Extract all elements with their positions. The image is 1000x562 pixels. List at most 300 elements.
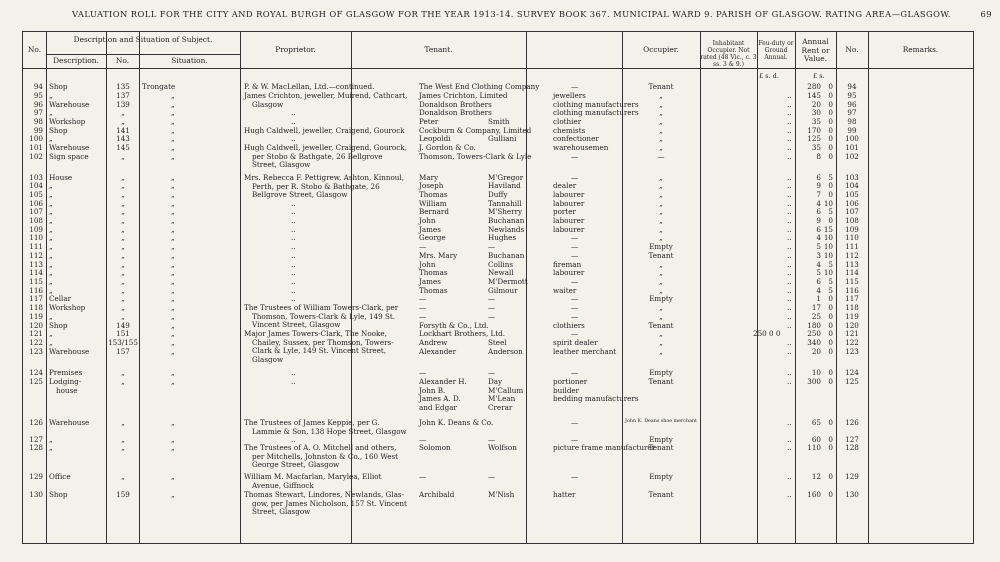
row-rent-pounds: 5 [816,268,821,277]
row-number-right: 107 [845,207,859,216]
row-feu-duty: .. [787,435,792,444]
row-description: „ [49,181,53,190]
row-number: 126 [29,418,43,427]
row-tenant-occupation: fireman [553,260,582,269]
row-feu-duty: .. [787,91,792,100]
row-rent-pounds: 280 [807,82,821,91]
row-house-number: „ [121,294,125,303]
row-description: „ [49,435,53,444]
row-tenant-forename: — [419,294,427,303]
row-tenant-forename: John B. [419,385,446,395]
row-proprietor: William M. Macfarlan, Marylea, Elliot [244,472,382,481]
row-number: 116 [29,286,43,295]
row-tenant-occupation: — [571,277,579,286]
row-number: 109 [29,225,43,234]
row-tenant-surname: — [488,294,496,303]
row-house-number: „ [121,181,125,190]
row-house-number: „ [121,377,125,386]
row-house-number: „ [121,233,125,242]
row-proprietor: Major James Towers-Clark, The Nooke, [244,329,387,338]
row-rent-pounds: 7 [816,190,821,199]
row-feu-duty: .. [787,199,792,208]
row-rent-pounds: 5 [816,242,821,251]
row-tenant-forename: — [419,435,427,444]
column-rule [757,32,758,543]
row-occupier: Empty [649,472,673,481]
column-rule [526,32,527,543]
row-tenant-forename: James [419,277,441,286]
row-proprietor: Street, Glasgow [252,507,311,517]
row-occupier: „ [659,347,663,356]
col-no-right: No. [845,45,859,54]
row-house-number: „ [121,435,125,444]
row-tenant-surname: Steel [488,338,507,347]
row-tenant-occupation: — [571,303,579,312]
row-tenant: John K. Deans & Co. [419,418,494,427]
row-tenant-forename: James A. D. [419,394,461,404]
row-description: „ [49,242,53,251]
row-house-number: „ [121,173,125,182]
row-number-right: 96 [847,100,857,109]
row-number: 97 [33,108,43,117]
row-description: Shop [49,82,68,91]
row-tenant-occupation: porter [553,207,576,216]
row-number: 96 [33,100,43,109]
row-proprietor: .. [291,277,296,286]
row-rent-pounds: 35 [811,117,821,126]
row-tenant-surname: M'Sherry [488,207,523,216]
row-feu-duty: .. [787,312,792,321]
row-number: 122 [29,338,43,347]
column-rule [795,32,796,543]
row-tenant: Donaldson Brothers [419,100,492,109]
row-number-right: 129 [845,472,859,481]
row-rent-shillings: 0 [828,134,833,143]
row-occupier: „ [659,91,663,100]
row-tenant-occupation: — [571,82,579,91]
row-number: 113 [29,260,43,269]
row-tenant-forename: Mrs. Mary [419,251,458,260]
row-house-number: 159 [116,490,130,499]
row-description: „ [49,225,53,234]
row-description: Cellar [49,294,72,303]
row-proprietor: .. [291,134,296,143]
row-rent-pounds: 4 [816,286,821,295]
row-proprietor: Mrs. Rebecca F. Pettigrew, Ashton, Kinnoul, [244,173,405,182]
row-tenant-surname: Haviland [488,181,521,190]
row-proprietor: Avenue, Giffnock [252,480,314,490]
row-tenant-surname: — [488,435,496,444]
row-tenant-occupation: clothing manufacturers [553,100,639,109]
row-tenant-occupation: warehousemen [553,143,609,152]
row-number-right: 125 [845,377,859,386]
row-number-right: 97 [847,108,857,117]
row-tenant-forename: Solomon [419,443,451,452]
row-number: 114 [29,268,43,277]
row-rent-shillings: 0 [828,108,833,117]
row-tenant-surname: — [488,368,496,377]
row-occupier: „ [659,233,663,242]
row-house-number: „ [121,443,125,452]
row-house-number: „ [121,207,125,216]
row-tenant-occupation: — [571,312,579,321]
row-tenant-surname: Tannahill [488,199,522,208]
row-house-number: „ [121,286,125,295]
row-feu-duty: .. [787,108,792,117]
row-rent-shillings: 0 [828,190,833,199]
row-number: 118 [29,303,43,312]
row-tenant-occupation: — [571,472,579,481]
row-description: „ [49,312,53,321]
row-rent-shillings: 0 [828,338,833,347]
row-tenant-forename: Bernard [419,207,449,216]
row-number-right: 102 [845,152,859,161]
row-tenant-surname: Buchanan [488,251,525,260]
row-proprietor: P. & W. MacLellan, Ltd.—continued. [244,82,375,91]
row-number: 98 [33,117,43,126]
col-no: No. [27,45,42,54]
page-header [72,9,992,19]
row-description: „ [49,199,53,208]
row-tenant-occupation: — [571,329,579,338]
row-house-number: 141 [116,126,130,135]
row-tenant-surname: Wolfson [488,443,517,452]
row-feu-duty: .. [787,117,792,126]
row-rent-shillings: 5 [828,173,833,182]
row-feu-duty: .. [787,268,792,277]
row-number-right: 110 [845,233,859,242]
row-house-number: „ [121,242,125,251]
row-number-right: 120 [845,321,859,330]
row-situation: „ [171,286,175,295]
row-house-number: „ [121,472,125,481]
row-number-right: 98 [847,117,857,126]
row-rent-shillings: 0 [828,347,833,356]
row-tenant-surname: Duffy [488,190,508,199]
row-occupier: „ [659,117,663,126]
row-number-right: 119 [845,312,859,321]
row-situation: „ [171,173,175,182]
row-situation: „ [171,303,175,312]
row-tenant-surname: — [488,242,496,251]
row-tenant-occupation: clothing manufacturers [553,108,639,117]
row-tenant: Donaldson Brothers [419,108,492,117]
row-situation: Trongate [142,82,176,91]
col-remarks: Remarks. [902,45,939,54]
row-number-right: 123 [845,347,859,356]
row-tenant-surname: M'Nish [488,490,515,499]
row-situation: „ [171,199,175,208]
row-number: 101 [29,143,43,152]
row-feu-duty: .. [787,207,792,216]
row-situation: „ [171,181,175,190]
row-tenant-forename: Peter [419,117,439,126]
col-tenant: Tenant. [424,45,453,54]
row-rent-shillings: 0 [828,294,833,303]
row-house-number: „ [121,251,125,260]
row-tenant-occupation: dealer [553,181,577,190]
col-proprietor: Proprietor. [275,45,316,54]
row-situation: „ [171,418,175,427]
row-occupier: „ [659,181,663,190]
row-proprietor: per Mitchells, Johnston & Co., 160 West [252,451,399,461]
row-rent-shillings: 0 [828,418,833,427]
row-feu-duty: .. [787,347,792,356]
row-rent-pounds: 6 [816,225,821,234]
row-number-right: 103 [845,173,859,182]
row-number: 111 [29,242,43,251]
row-rent-pounds: 12 [811,472,821,481]
row-occupier: „ [659,100,663,109]
row-proprietor: Thomson, Towers-Clark & Lyle, 149 St. [252,311,396,321]
row-rent-pounds: 35 [811,143,821,152]
row-occupier: Tenant [648,490,674,499]
row-number: 127 [29,435,43,444]
row-situation: „ [171,117,175,126]
row-number: 128 [29,443,43,452]
row-description: Warehouse [49,100,90,109]
row-proprietor: .. [291,207,296,216]
row-tenant-forename: William [419,199,447,208]
row-feu-duty: .. [787,418,792,427]
row-number-right: 111 [845,242,859,251]
row-occupier: „ [659,268,663,277]
row-description: „ [49,207,53,216]
row-situation: „ [171,321,175,330]
row-house-number: 139 [116,100,130,109]
row-rent-shillings: 0 [828,312,833,321]
row-tenant-surname: Gulliani [488,134,517,143]
row-tenant: Lockhart Brothers, Ltd. [419,329,506,338]
row-number: 125 [29,377,43,386]
row-number: 104 [29,181,43,190]
row-feu-duty: .. [787,173,792,182]
row-feu-duty: .. [787,100,792,109]
row-proprietor: Clark & Lyle, 149 St. Vincent Street, [252,346,387,356]
row-tenant-occupation: labourer [553,216,585,225]
row-tenant-surname: Hughes [488,233,517,242]
row-tenant-occupation: picture frame manufacturer [553,443,656,452]
row-tenant-occupation: jewellers [553,91,586,100]
row-occupier: „ [659,329,663,338]
row-feu-duty: .. [787,303,792,312]
row-tenant-forename: Alexander H. [419,377,467,386]
row-rent-shillings: 0 [828,443,833,452]
row-occupier: „ [659,207,663,216]
row-rent-shillings: 10 [823,242,833,251]
row-occupier: „ [659,190,663,199]
row-description: „ [49,251,53,260]
row-house-number: 153/155 [108,338,138,347]
row-situation: „ [171,338,175,347]
row-rent-shillings: 0 [828,82,833,91]
row-proprietor: Bellgrove Street, Glasgow [252,190,348,200]
row-occupier: „ [659,286,663,295]
row-rent-shillings: 10 [823,199,833,208]
row-situation: „ [171,134,175,143]
row-situation: „ [171,100,175,109]
row-tenant-surname: M'Callum [488,385,524,395]
row-tenant-forename: — [419,242,427,251]
row-house-number: „ [121,199,125,208]
row-rent-pounds: 4 [816,199,821,208]
row-tenant-occupation: — [571,435,579,444]
row-proprietor: The Trustees of William Towers-Clark, per [244,303,399,312]
row-tenant-occupation: labourer [553,199,585,208]
row-tenant: James Crichton, Limited [419,91,508,100]
column-rule [46,32,47,543]
row-tenant-occupation: clothier [553,117,582,126]
column-rule [351,32,352,543]
row-rent-pounds: 25 [811,312,821,321]
row-number-right: 117 [845,294,859,303]
row-number-right: 122 [845,338,859,347]
row-tenant-occupation: leather merchant [553,347,617,356]
row-tenant-surname: Buchanan [488,216,525,225]
row-tenant-surname: M'Lean [488,394,516,404]
row-rent-pounds: 65 [811,418,821,427]
row-number-right: 105 [845,190,859,199]
row-description: „ [49,134,53,143]
row-tenant-occupation: labourer [553,190,585,199]
row-number: 110 [29,233,43,242]
row-house-number: „ [121,190,125,199]
row-feu-duty: .. [787,216,792,225]
row-occupier: „ [659,312,663,321]
valuation-table [22,31,974,544]
row-proprietor: George Street, Glasgow [252,460,340,470]
column-rule [240,32,241,543]
row-situation: „ [171,443,175,452]
row-proprietor: per Stobo & Bathgate, 26 Bellgrove [252,151,383,161]
row-tenant-occupation: — [571,152,579,161]
row-feu-duty: .. [787,126,792,135]
row-description: „ [49,233,53,242]
row-occupier: „ [659,260,663,269]
row-proprietor: .. [291,268,296,277]
row-feu-duty: .. [787,260,792,269]
col-feu-duty: Feu-duty or Ground Annual. [758,40,794,61]
row-occupier: „ [659,277,663,286]
row-number: 129 [29,472,43,481]
row-tenant-forename: Joseph [419,181,444,190]
row-situation: „ [171,126,175,135]
row-rent-shillings: 0 [828,303,833,312]
row-rent-shillings: 0 [828,91,833,100]
row-number: 103 [29,173,43,182]
row-rent-pounds: 160 [807,490,821,499]
row-description: Office [49,472,71,481]
row-tenant: Thomson, Towers-Clark & Lyle [419,152,532,161]
row-rent-shillings: 0 [828,321,833,330]
row-situation: „ [171,329,175,338]
row-rent-shillings: 0 [828,100,833,109]
row-number: 123 [29,347,43,356]
page-title: VALUATION ROLL FOR THE CITY AND ROYAL BURGH OF GLASGOW FOR THE YEAR 1913-14. SURVEY BOOK 367. MUNICIPAL WARD 9. PARISH OF GLASGOW. RATING AREA—GLASGOW. [72,9,951,19]
row-rent-pounds: 20 [811,347,821,356]
row-tenant-occupation: labourer [553,225,585,234]
row-occupier: „ [659,173,663,182]
row-number-right: 118 [845,303,859,312]
row-situation: „ [171,260,175,269]
row-feu-duty: .. [787,242,792,251]
row-situation: „ [171,277,175,286]
row-proprietor: .. [291,108,296,117]
row-feu-duty: .. [787,233,792,242]
row-rent-shillings: 5 [828,260,833,269]
row-tenant-forename: — [419,368,427,377]
row-proprietor: .. [291,368,296,377]
row-number-right: 101 [845,143,859,152]
row-rent-pounds: 180 [807,321,821,330]
row-feu-duty: .. [787,134,792,143]
row-proprietor: Glasgow [252,354,284,364]
row-tenant-forename: — [419,303,427,312]
row-number: 121 [29,329,43,338]
row-feu-duty: .. [787,181,792,190]
row-tenant-surname: Smith [488,117,510,126]
feu-money-heading: £ s. d. [759,72,779,80]
row-rent-pounds: 30 [811,108,821,117]
row-occupier: „ [659,134,663,143]
row-tenant: Forsyth & Co., Ltd. [419,321,489,330]
row-description: Lodging- [49,377,82,386]
row-tenant-occupation: — [571,173,579,182]
row-number-right: 100 [845,134,859,143]
row-tenant: J. Gordon & Co. [419,143,476,152]
row-occupier: „ [659,225,663,234]
row-occupier: Empty [649,242,673,251]
row-occupier: „ [659,143,663,152]
row-tenant-forename: George [419,233,446,242]
row-number-right: 121 [845,329,859,338]
row-number: 107 [29,207,43,216]
row-number: 95 [33,91,43,100]
row-description: Sign space [49,152,89,161]
row-rent-pounds: 9 [816,181,821,190]
row-description: „ [49,277,53,286]
row-tenant-surname: Crerar [488,402,513,412]
row-number-right: 115 [845,277,859,286]
row-number: 130 [29,490,43,499]
row-situation: „ [171,216,175,225]
row-description: House [49,173,73,182]
row-proprietor: The Trustees of James Keppie, per G. [244,418,380,427]
rent-money-heading: £ s. [813,72,825,80]
row-feu-duty: .. [787,294,792,303]
row-description: „ [49,91,53,100]
row-rent-shillings: 5 [828,207,833,216]
row-rent-pounds: 17 [811,303,821,312]
row-rent-pounds: 60 [811,435,821,444]
row-situation: „ [171,251,175,260]
row-rent-shillings: 10 [823,268,833,277]
row-tenant-occupation: chemists [553,126,586,135]
row-proprietor: .. [291,286,296,295]
row-tenant-surname: Anderson [488,347,523,356]
row-rent-pounds: 145 [807,91,821,100]
row-feu-duty: 250 0 0 [753,329,781,338]
row-proprietor: .. [291,260,296,269]
row-rent-pounds: 4 [816,260,821,269]
row-situation: „ [171,368,175,377]
row-house-number: 135 [116,82,130,91]
row-number-right: 95 [847,91,857,100]
row-house-number: „ [121,368,125,377]
row-proprietor: Hugh Caldwell, jeweller, Craigend, Gourock, [244,143,407,152]
row-tenant-occupation: portioner [553,377,588,386]
row-number-right: 109 [845,225,859,234]
